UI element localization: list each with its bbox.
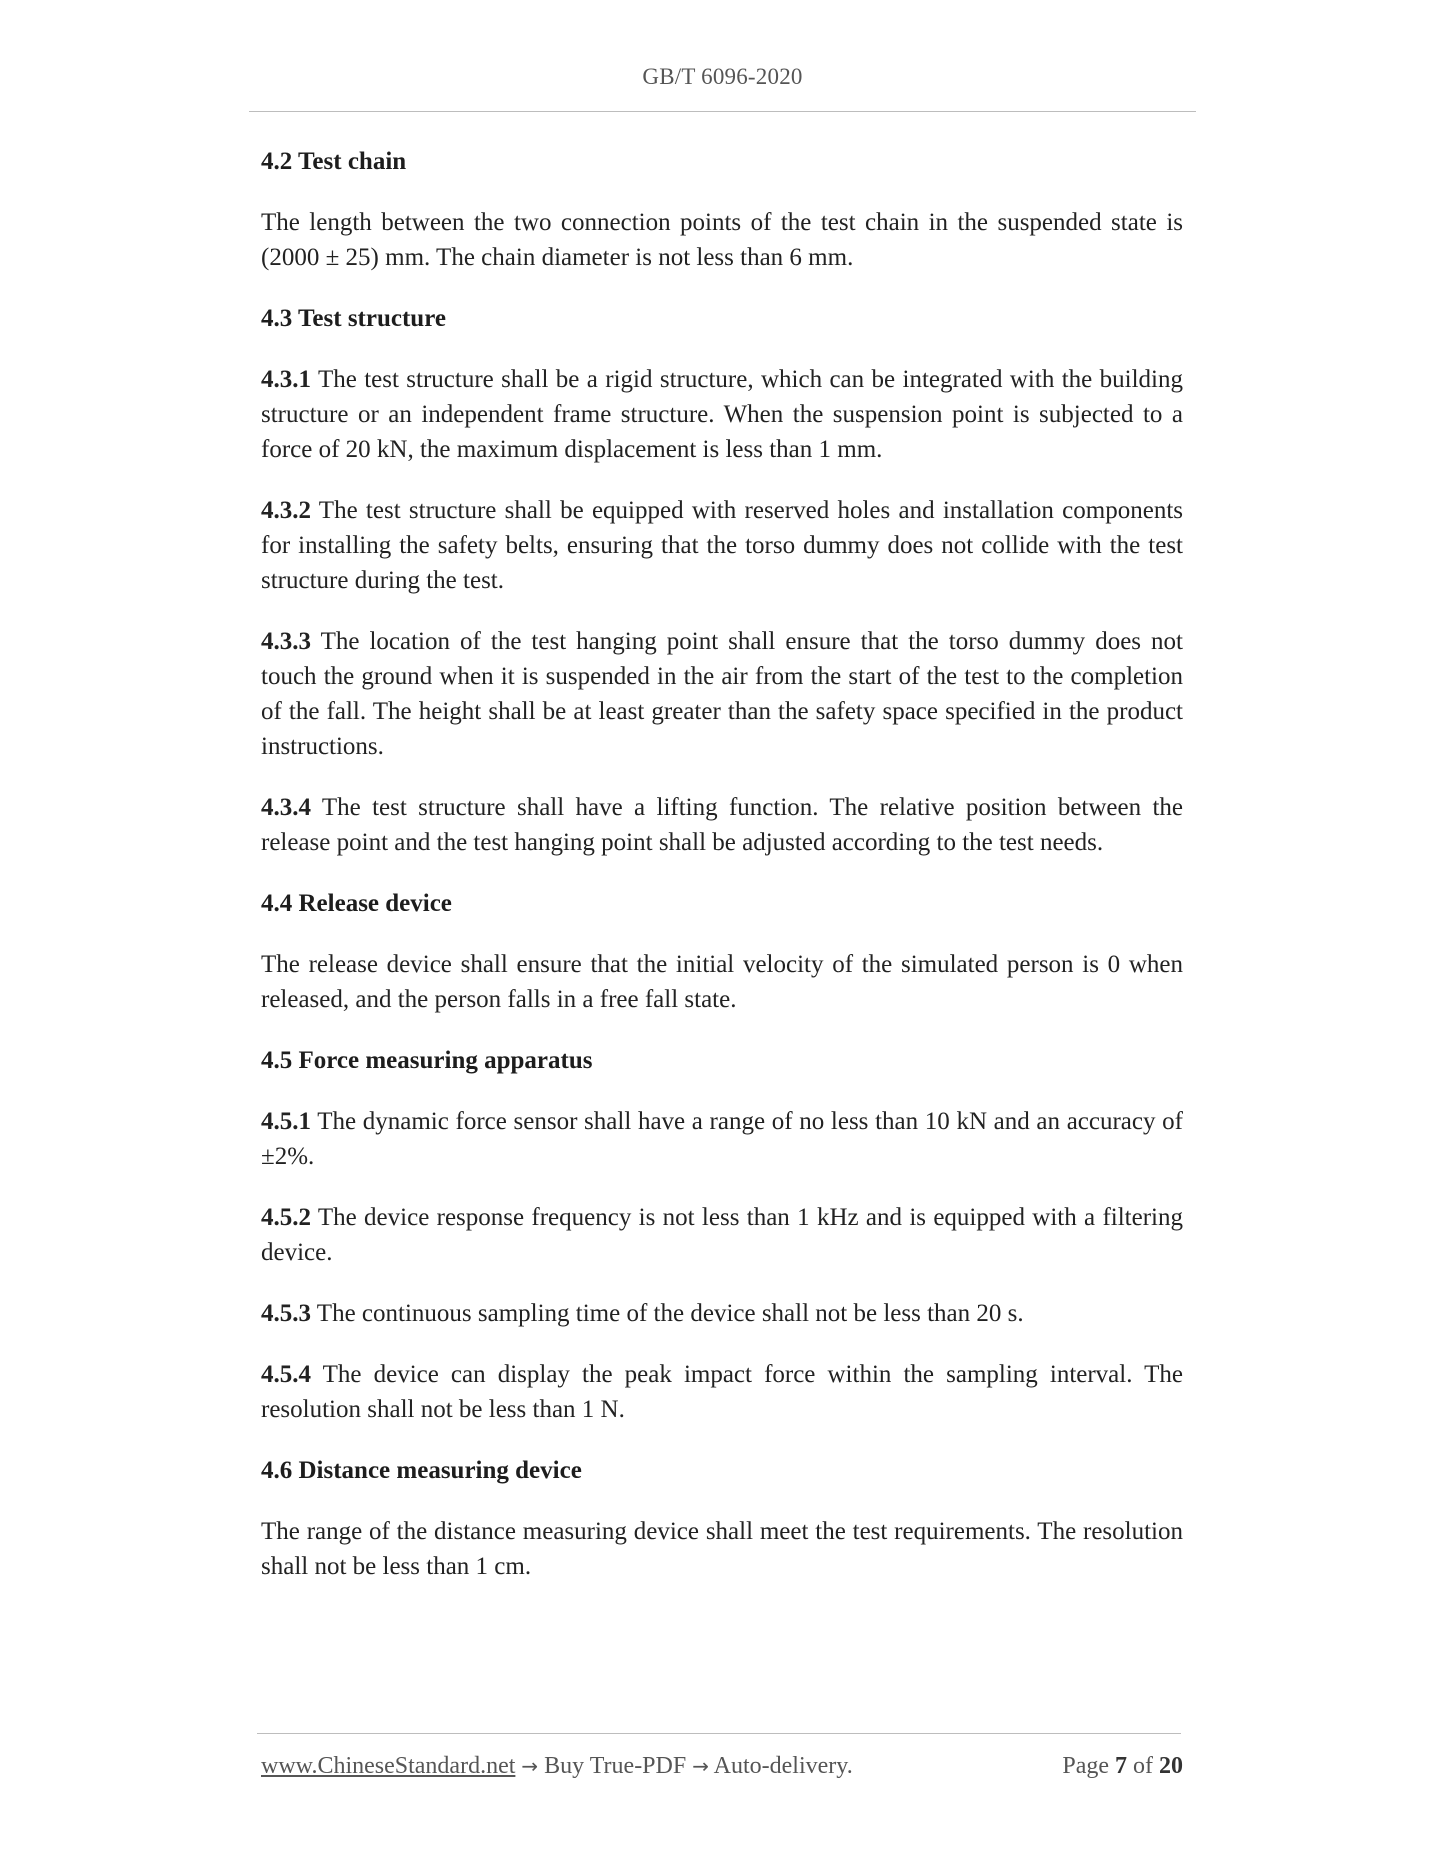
- arrow-right-icon: →: [692, 1754, 709, 1778]
- website-link[interactable]: www.ChineseStandard.net: [261, 1753, 516, 1779]
- section-heading-4-6: 4.6 Distance measuring device: [261, 1457, 582, 1484]
- section-heading-4-2: 4.2 Test chain: [261, 148, 407, 175]
- paragraph-4-3-2: [261, 493, 1183, 598]
- clause-number: 4.3.3: [261, 628, 311, 655]
- arrow-right-icon: →: [521, 1754, 539, 1778]
- paragraph-4-5-2: [261, 1200, 1183, 1270]
- paragraph-4-3-4: [261, 790, 1183, 860]
- auto-delivery-text: Auto-delivery.: [708, 1753, 853, 1779]
- footer-divider: [257, 1733, 1181, 1734]
- page-indicator: [1033, 1753, 1183, 1780]
- paragraph-4-5-3: [261, 1296, 1183, 1331]
- buy-true-pdf-text: Buy True-PDF: [538, 1753, 693, 1779]
- clause-number: 4.5.1: [261, 1108, 311, 1135]
- section-heading-4-5: 4.5 Force measuring apparatus: [261, 1047, 593, 1074]
- current-page-number: 7: [1115, 1753, 1127, 1779]
- section-heading-4-3: 4.3 Test structure: [261, 305, 446, 332]
- paragraph-4-5-4: [261, 1357, 1183, 1427]
- clause-text: The dynamic force sensor shall have a range of no less than 10 kN and an accuracy of ±2%.: [261, 1108, 1183, 1170]
- clause-text: The continuous sampling time of the device shall not be less than 20 s.: [311, 1300, 1024, 1327]
- clause-number: 4.3.1: [261, 366, 311, 393]
- page-content: [261, 144, 1183, 1610]
- clause-number: 4.3.2: [261, 497, 311, 524]
- paragraph-4-4: The release device shall ensure that the initial velocity of the simulated person is 0 when released, and the person falls in a free fall state.: [261, 951, 1183, 1013]
- document-code-header: GB/T 6096-2020: [642, 64, 803, 89]
- clause-text: The test structure shall have a lifting function. The relative position between the release point and the test hanging point shall be adjusted according to the test needs.: [261, 794, 1183, 856]
- footer-promo: [261, 1753, 853, 1780]
- page-of-label: of: [1133, 1753, 1153, 1779]
- page-label: Page: [1062, 1753, 1109, 1779]
- paragraph-4-6: The range of the distance measuring device shall meet the test requirements. The resolution shall not be less than 1 cm.: [261, 1518, 1183, 1580]
- paragraph-4-2: The length between the two connection points of the test chain in the suspended state is (2000 ± 25) mm. The chain diameter is not less than 6 mm.: [261, 209, 1183, 271]
- header-divider: [249, 111, 1196, 112]
- clause-text: The test structure shall be a rigid structure, which can be integrated with the building structure or an independent frame structure. When the suspension point is subjected to a force of 20 kN, the maximum displacement is less than 1 mm.: [261, 366, 1183, 463]
- clause-number: 4.5.2: [261, 1204, 311, 1231]
- paragraph-4-3-1: [261, 362, 1183, 467]
- total-page-count: 20: [1159, 1753, 1183, 1779]
- clause-number: 4.5.4: [261, 1361, 311, 1388]
- clause-number: 4.5.3: [261, 1300, 311, 1327]
- paragraph-4-5-1: [261, 1104, 1183, 1174]
- section-heading-4-4: 4.4 Release device: [261, 890, 452, 917]
- paragraph-4-3-3: [261, 624, 1183, 764]
- clause-text: The test structure shall be equipped with reserved holes and installation components for installing the safety belts, ensuring that the torso dummy does not collide with the test structure during the test.: [261, 497, 1183, 594]
- clause-number: 4.3.4: [261, 794, 311, 821]
- clause-text: The device response frequency is not less than 1 kHz and is equipped with a filtering device.: [261, 1204, 1183, 1266]
- clause-text: The location of the test hanging point shall ensure that the torso dummy does not touch the ground when it is suspended in the air from the start of the test to the completion of the fall. The height shall be at least greater than the safety space specified in the product instructions.: [261, 628, 1183, 760]
- clause-text: The device can display the peak impact force within the sampling interval. The resolution shall not be less than 1 N.: [261, 1361, 1183, 1423]
